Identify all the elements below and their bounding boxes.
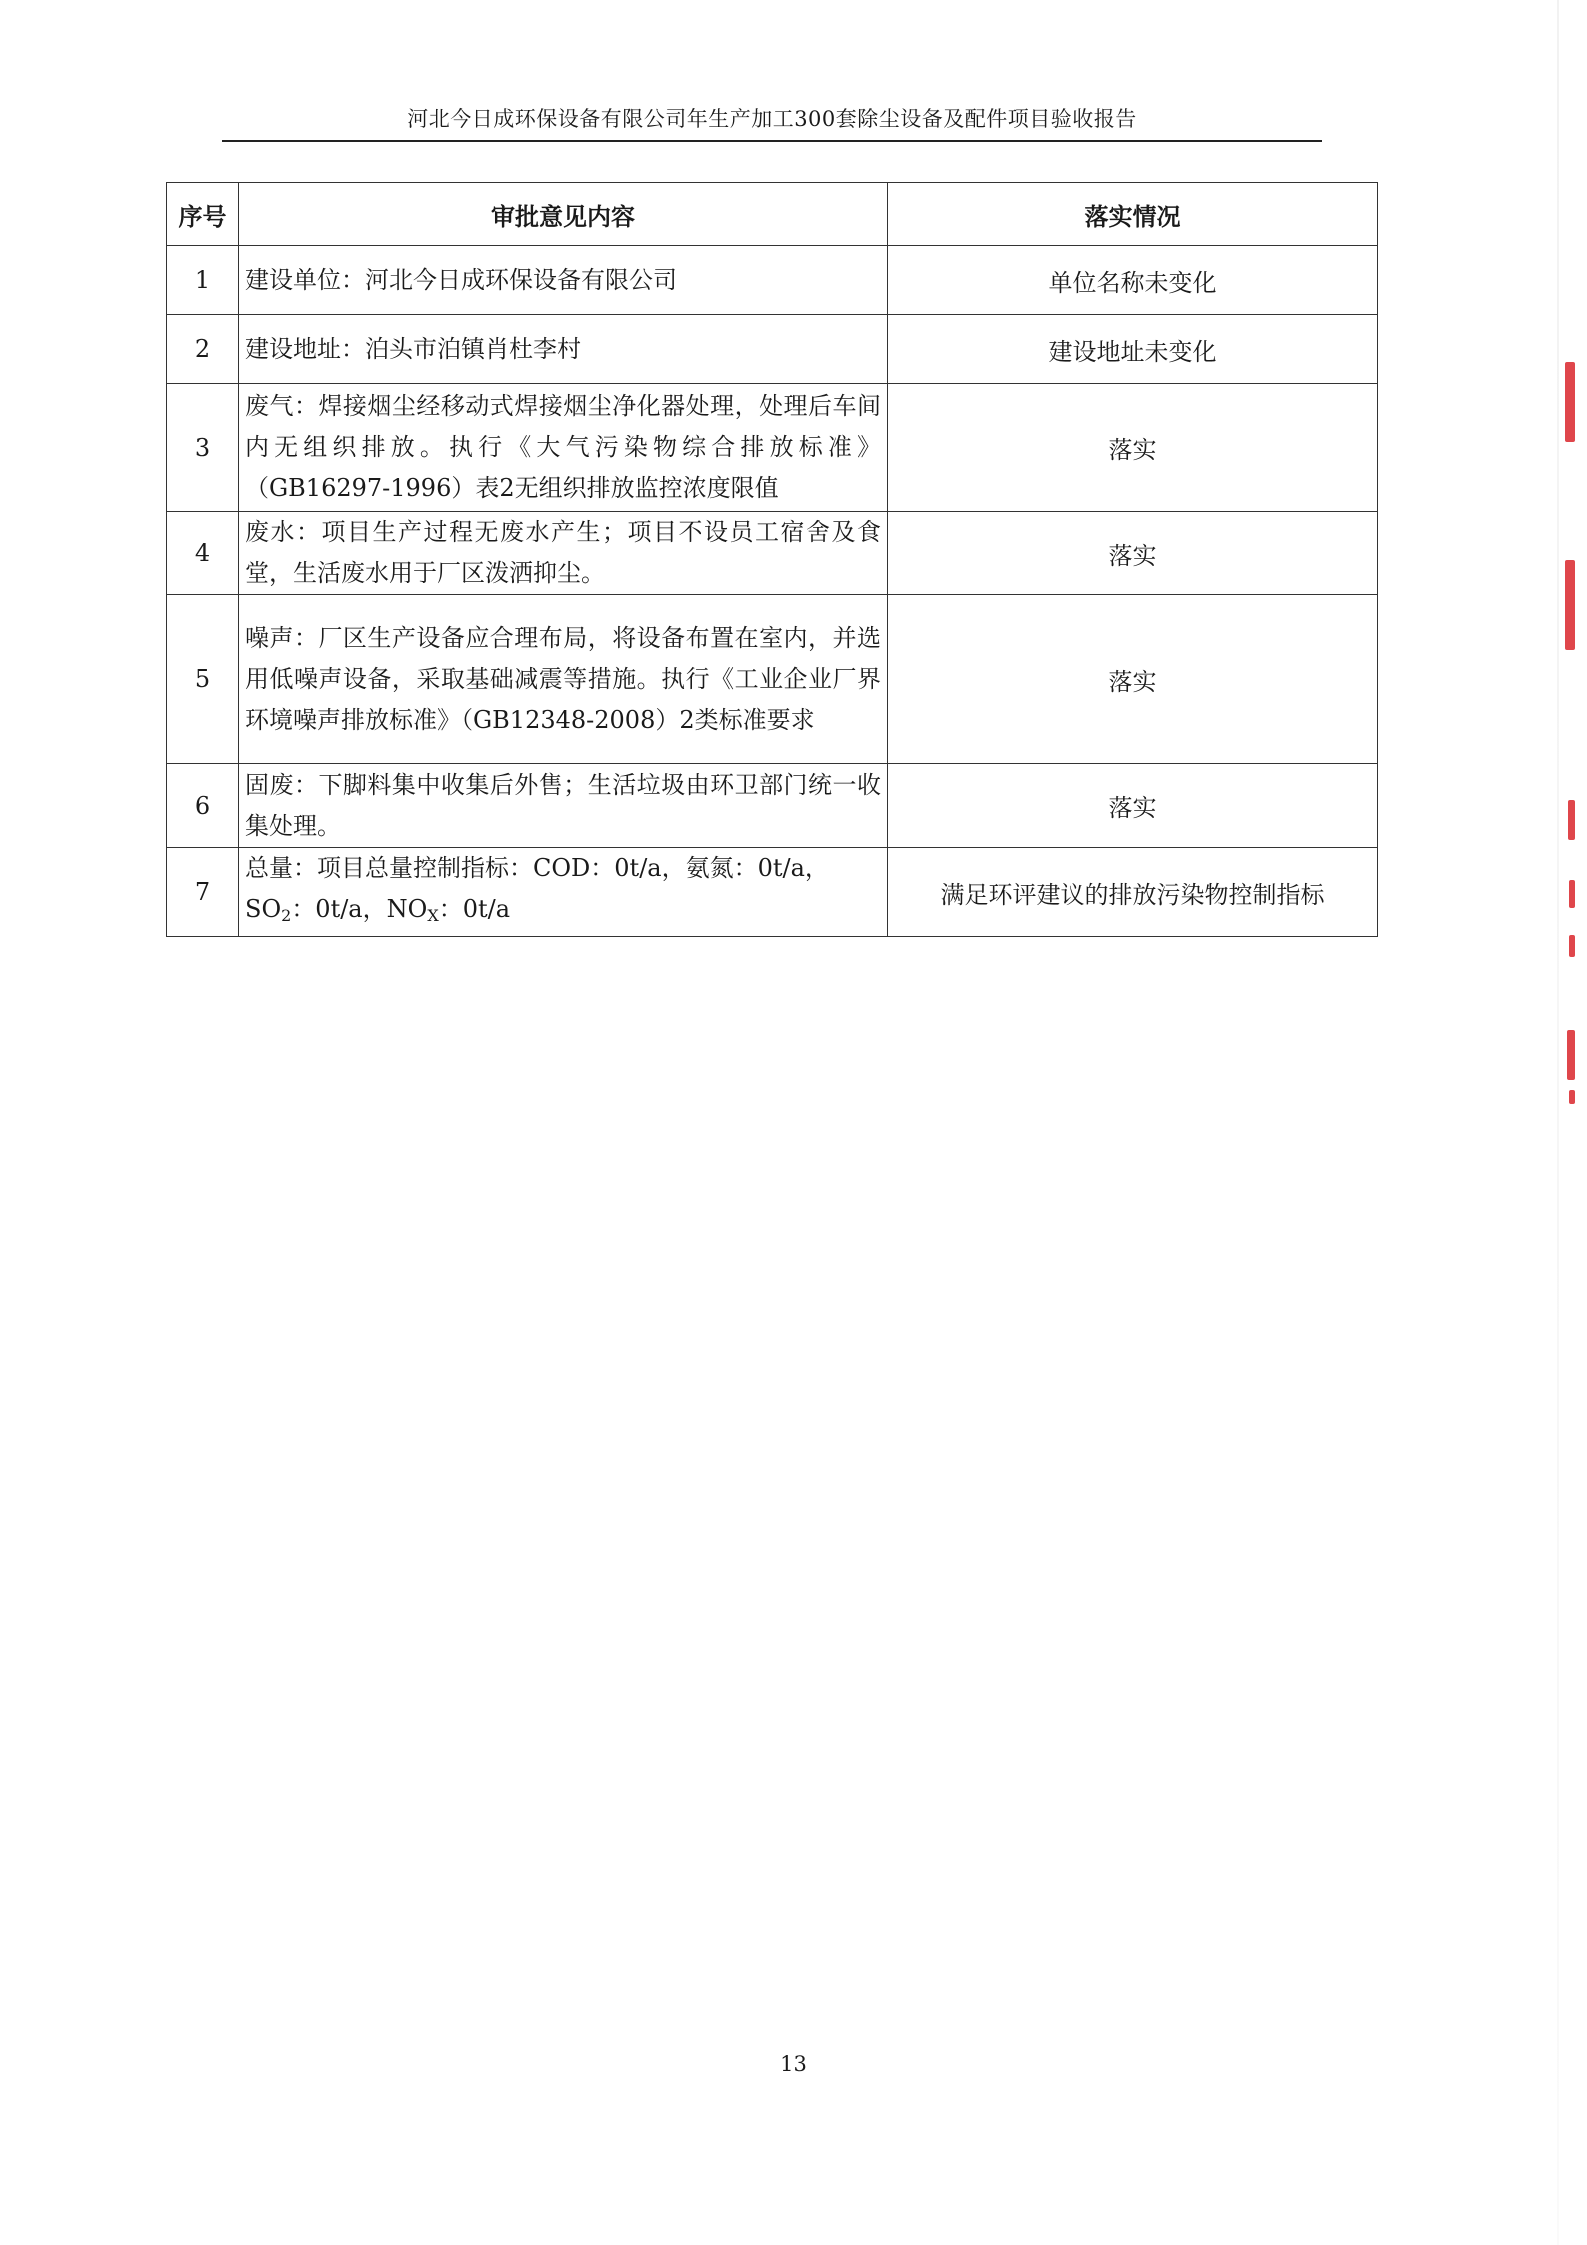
header-content: 审批意见内容 bbox=[239, 183, 888, 246]
table-row bbox=[167, 246, 1378, 315]
row-content: 噪声：厂区生产设备应合理布局，将设备布置在室内，并选用低噪声设备，采取基础减震等措施。执行《工业企业厂界环境噪声排放标准》（GB12348-2008）2类标准要求 bbox=[239, 595, 888, 764]
so2-value: ：0t/a， bbox=[291, 895, 387, 923]
nox-subscript: X bbox=[427, 906, 439, 925]
so2-subscript: 2 bbox=[281, 906, 292, 925]
row-number: 3 bbox=[167, 384, 239, 512]
row-number: 5 bbox=[167, 595, 239, 764]
table-row bbox=[167, 384, 1378, 512]
row-status: 落实 bbox=[888, 764, 1378, 848]
row-content: 建设单位：河北今日成环保设备有限公司 bbox=[239, 246, 888, 315]
header-status: 落实情况 bbox=[888, 183, 1378, 246]
row-content: 废气：焊接烟尘经移动式焊接烟尘净化器处理，处理后车间内无组织排放。执行《大气污染物综合排放标准》（GB16297-1996）表2无组织排放监控浓度限值 bbox=[239, 384, 888, 512]
row-status: 满足环评建议的排放污染物控制指标 bbox=[888, 848, 1378, 937]
table-row bbox=[167, 848, 1378, 937]
so2-label: SO bbox=[245, 895, 282, 923]
row-status: 落实 bbox=[888, 595, 1378, 764]
row-status: 落实 bbox=[888, 512, 1378, 595]
nox-label: NO bbox=[386, 895, 428, 923]
table-row bbox=[167, 512, 1378, 595]
row-number: 2 bbox=[167, 315, 239, 384]
row-content: 固废：下脚料集中收集后外售；生活垃圾由环卫部门统一收集处理。 bbox=[239, 764, 888, 848]
row-number: 1 bbox=[167, 246, 239, 315]
seal-fragment-5 bbox=[1569, 935, 1575, 957]
row-number: 7 bbox=[167, 848, 239, 937]
seal-fragment-4 bbox=[1569, 880, 1575, 908]
table-row bbox=[167, 595, 1378, 764]
seal-fragment-2 bbox=[1565, 560, 1575, 650]
header-no: 序号 bbox=[167, 183, 239, 246]
row-content: 废水：项目生产过程无废水产生；项目不设员工宿舍及食堂，生活废水用于厂区泼洒抑尘。 bbox=[239, 512, 888, 595]
table-row bbox=[167, 315, 1378, 384]
total-control-line: 总量：项目总量控制指标：COD：0t/a，氨氮：0t/a， bbox=[245, 854, 829, 882]
row-status: 建设地址未变化 bbox=[888, 315, 1378, 384]
nox-value: ：0t/a bbox=[438, 895, 511, 923]
page-header bbox=[222, 104, 1322, 142]
row-number: 6 bbox=[167, 764, 239, 848]
row-number: 4 bbox=[167, 512, 239, 595]
row-status: 单位名称未变化 bbox=[888, 246, 1378, 315]
table-header-row bbox=[167, 183, 1378, 246]
page-edge-shadow bbox=[1557, 0, 1559, 2245]
seal-fragment-7 bbox=[1569, 1090, 1575, 1104]
row-content bbox=[239, 848, 888, 937]
seal-fragment-1 bbox=[1565, 362, 1575, 442]
approval-table bbox=[166, 182, 1378, 937]
table-row bbox=[167, 764, 1378, 848]
row-status: 落实 bbox=[888, 384, 1378, 512]
report-title: 河北今日成环保设备有限公司年生产加工300套除尘设备及配件项目验收报告 bbox=[407, 107, 1137, 131]
row-content: 建设地址：泊头市泊镇肖杜李村 bbox=[239, 315, 888, 384]
seal-fragment-3 bbox=[1568, 800, 1575, 840]
seal-fragment-6 bbox=[1567, 1030, 1575, 1080]
page-number: 13 bbox=[780, 2052, 807, 2076]
